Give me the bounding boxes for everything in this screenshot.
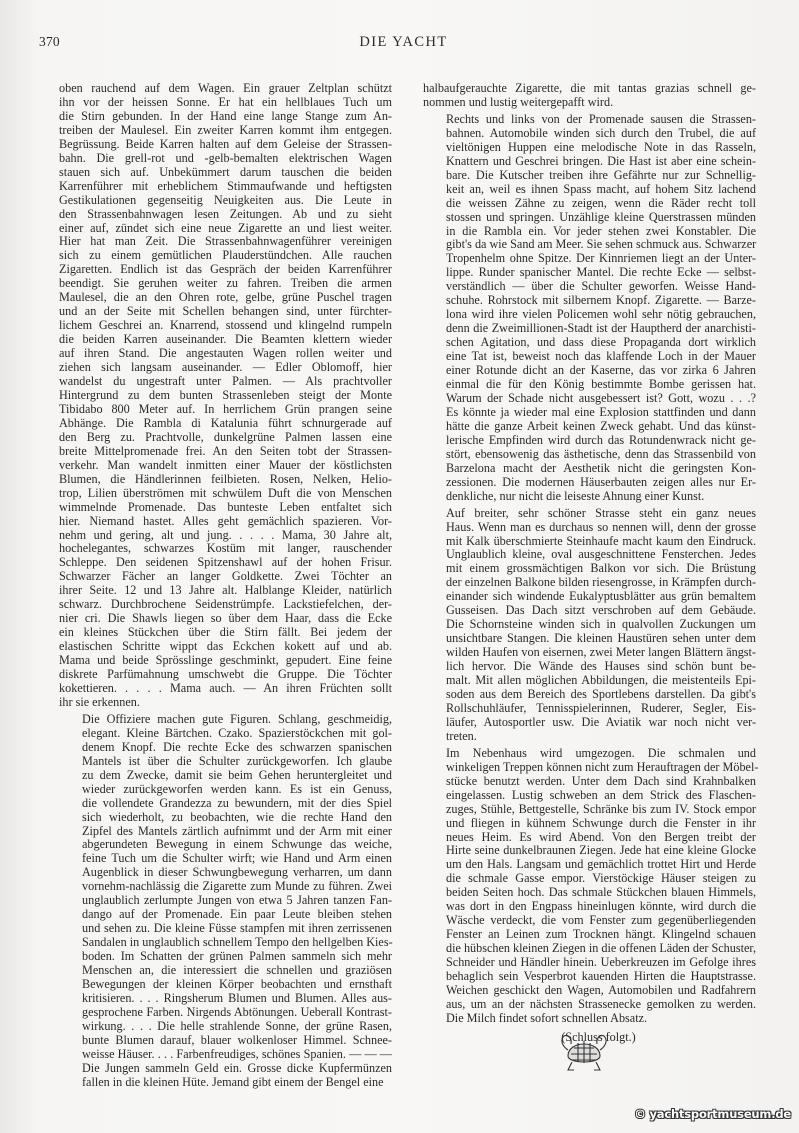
- text-line: weisse Häuser. . . . Farbenfreudiges, schönes Spanien. — — —: [82, 1046, 392, 1061]
- text-line: Abhänge. Die Rambla di Katalunia führt schnurgerade auf: [59, 415, 392, 430]
- text-line: wirkung. . . . Die helle strahlende Sonne, der grüne Rasen,: [82, 1018, 392, 1033]
- journal-title: DIE YACHT: [359, 34, 448, 50]
- text-line: ein kleines Stückchen über die Stirn fällt. Bei jedem der: [59, 625, 392, 640]
- text-line: bahnen. Automobile winden sich durch den Trubel, die auf: [446, 125, 756, 140]
- text-line: Die Schornsteine winden sich in qualvollen Zuckungen um: [446, 617, 756, 632]
- text-line: zessionen. Die modernen Häuserbauten zeigen alles nur Er-: [446, 474, 756, 489]
- text-line: verkehr. Man wandelt inmitten einer Mauer der köstlichsten: [59, 457, 392, 472]
- paragraph: [59, 713, 392, 1090]
- text-line: schuhe. Rohrstock mit silbernem Knopf. Zigarette. — Barze-: [446, 293, 756, 308]
- text-line: Haus. Wenn man es durchaus so nennen will, denn der grosse: [446, 519, 756, 534]
- text-line: unglaublich zerlumpte Jungen von etwa 5 Jahren tanzen Fan-: [82, 893, 392, 908]
- text-line: lich hervor. Die Wände des Hauses sind schön bunt be-: [446, 659, 756, 674]
- text-line: Hintergrund zu dem bunten Strassenleben steigt der Monte: [59, 387, 392, 402]
- paragraph: [423, 745, 759, 1026]
- text-line: Augenblick in dieser Schwungbewegung verharren, um dann: [82, 865, 392, 880]
- text-line: Knattern und Geschrei bringen. Die Hast ist aber eine schein-: [446, 153, 756, 168]
- text-line: Mama und beide Sprösslinge geschminkt, gepudert. Eine feine: [59, 653, 392, 668]
- text-line: Blumen, die Händlerinnen feilbieten. Rosen, Nelken, Helio-: [59, 471, 392, 486]
- text-line: läufer, Autosportler usw. Die Aviatik war noch nicht ver-: [446, 714, 756, 729]
- text-line: Auf breiter, sehr schöner Strasse steht ein ganz neues: [446, 505, 756, 520]
- text-line: winkeligen Treppen können nicht zum Herauftragen der Möbel-: [446, 759, 759, 774]
- text-line: stört, ebensowenig das ästhetische, denn das Strassenbild von: [446, 446, 756, 461]
- text-line: Zigaretten. Endlich ist das Gespräch der beiden Karrenführer: [59, 262, 392, 277]
- text-line: denem Knopf. Die rechte Ecke des schwarzen spanischen: [82, 739, 392, 754]
- text-line: soden aus dem Bereich des Sportlebens darstellen. Da gibt's: [446, 686, 756, 701]
- text-line: eine Tat ist, beweist noch das klaffende Loch in der Mauer: [446, 349, 756, 364]
- text-line: lippe. Runder spanischer Mantel. Die rechte Ecke — selbst-: [446, 265, 756, 280]
- text-line: Weichen geschickt den Wagen, Automobilen und Radfahrern: [446, 983, 756, 997]
- left-column: [59, 82, 392, 1090]
- text-line: treiben der Maulesel. Ein zweiter Karren kommt ihm entgegen.: [59, 122, 392, 137]
- text-line: ziehen sich langsam auseinander. — Edler Oblomoff, hier: [59, 360, 392, 375]
- text-line: schwarz. Durchbrochene Seidenstrümpfe. Lackstiefelchen, der-: [59, 597, 392, 612]
- text-line: kokettieren. . . . . Mama auch. — An ihren Früchten sollt: [59, 680, 392, 695]
- text-line: die hübschen kleinen Ziegen in die offenen Läden der Schuster,: [446, 941, 756, 956]
- text-line: bunte Blumen darauf, blauer wolkenloser Himmel. Schnee-: [82, 1032, 392, 1047]
- text-line: zuges, Stühle, Bettgestelle, Schränke bis zum IV. Stock empor: [446, 801, 756, 816]
- text-line: unsichtbare Stangen. Die kleinen Haustüren sehen unter dem: [446, 631, 756, 646]
- text-line: abgerundeten Bewegung in einem Schwunge das weiche,: [82, 837, 392, 852]
- text-line: Hier hat man Zeit. Die Strassenbahnwagenführer vereinigen: [59, 234, 392, 249]
- text-line: einander sich windende Eukalyptusblätter aus grün bemaltem: [446, 589, 756, 604]
- text-line: einer Rotunde dicht an der Kaserne, das vor zirka 6 Jahren: [446, 363, 756, 378]
- text-line: eingelassen. Lustig schweben an dem Strick des Flaschen-: [446, 787, 756, 802]
- text-line: kritisieren. . . . Ringsherum Blumen und Blumen. Alles aus-: [82, 990, 392, 1005]
- text-line: keit an, weil es ihnen Spass macht, auf hohem Sitz lachend: [446, 181, 756, 196]
- text-line: aus, um an der nächsten Strassenecke gemolken zu werden.: [446, 996, 756, 1011]
- text-line: Unglaublich kleine, oval ausgeschnittene Fensterchen. Jedes: [446, 547, 756, 562]
- text-line: Karrenführer mit erheblichem Stimmaufwande und heftigsten: [59, 178, 392, 193]
- text-line: zu dem Zwecke, damit sie beim Gehen heruntergleitet und: [82, 767, 392, 782]
- text-line: diskrete Parfümahnung umschwebt die Gruppe. Die Töchter: [59, 667, 392, 682]
- text-line: treten.: [446, 728, 477, 743]
- paragraph: [423, 507, 756, 744]
- text-line: Maulesel, die an den Ohren rote, gelbe, grüne Puschel tragen: [59, 290, 392, 305]
- text-line: Zipfel des Mantels zärtlich aufnimmt und der Arm mit einer: [82, 823, 392, 838]
- text-line: verständlich — über die Schulter geworfen. Weisse Hand-: [446, 279, 756, 294]
- text-line: auf ihren Stand. Die angestauten Wagen rollen weiter und: [59, 346, 392, 361]
- text-line: breite Mittelpromenade frei. An den Seiten tobt der Strassen-: [59, 443, 392, 458]
- to-be-continued-note: (Schluss folgt.): [561, 1029, 636, 1044]
- page-header: [0, 34, 799, 54]
- text-line: denkliche, nur nicht die leiseste Ahnung einer Kunst.: [446, 488, 705, 503]
- text-line: ihn vor der heissen Sonne. Er hat ein hellblaues Tuch um: [59, 94, 392, 109]
- text-line: gibt's da wie Sand am Meer. Sie sehen schmuck aus. Schwarzer: [446, 237, 757, 252]
- right-column: [423, 81, 759, 1045]
- text-line: in die Rambla ein. Vor jeder stehen zwei Konstabler. Die: [446, 223, 756, 238]
- text-line: und fliegen in kühnem Schwunge durch die Fenster in ihr: [446, 815, 756, 830]
- text-line: wieder zurückgeworfen werden kann. Es ist ein Genuss,: [82, 781, 392, 796]
- text-line: ihr sie erkennen.: [59, 694, 140, 709]
- text-line: Im Nebenhaus wird umgezogen. Die schmalen und: [446, 745, 756, 760]
- text-line: vornehm-nachlässig die Zigarette zum Munde zu führen. Zwei: [82, 879, 392, 894]
- text-line: lona wird ihre vielen Policemen wohl sehr nötig gebrauchen,: [446, 307, 756, 322]
- text-line: lerische Empfinden wird durch das Rotundenwrack nicht ge-: [446, 432, 756, 447]
- text-line: neues Heim. Es wird Abend. Von den Bergen treibt der: [446, 829, 756, 844]
- text-line: stauen sich auf. Unbekümmert darum tauschen die beiden: [59, 164, 392, 179]
- text-line: stücke benutzt werden. Unter dem Dach sind Krahnbalken: [446, 773, 756, 788]
- text-line: elastischen Schritte wippt das Eckchen kokett auf und ab.: [59, 639, 392, 654]
- text-line: den Berg zu. Prachtvolle, dunkelgrüne Palmen lassen eine: [59, 429, 392, 444]
- text-line: bare. Die Kutscher treiben ihre Gefährte nur zur Schnellig-: [446, 167, 756, 182]
- text-line: boden. Im Schatten der grünen Palmen sammeln sich mehr: [82, 949, 392, 964]
- text-line: die Stirn gebunden. In der Hand eine lange Stange zum An-: [59, 108, 392, 123]
- text-line: lichem Geschrei an. Knarrend, stossend und klingelnd rumpeln: [59, 318, 392, 333]
- text-line: Mantels ist über die Schulter zurückgeworfen. Ich glaube: [82, 753, 392, 768]
- text-line: mit einem grossmächtigen Balkon vor sich. Die Brüstung: [446, 561, 756, 576]
- text-line: Begrüssung. Beide Karren halten auf dem Geleise der Strassen-: [59, 136, 392, 151]
- text-line: bahn. Die grell-rot und -gelb-bemalten elektrischen Wagen: [59, 150, 392, 165]
- text-line: Rollschuhläufer, Tennisspielerinnen, Ruderer, Segler, Eis-: [446, 700, 756, 715]
- text-line: wimmelnde Promenade. Das bunteste Leben entfaltet sich: [59, 499, 392, 514]
- text-line: und an der Seite mit Schellen behangen sind, unter fürchter-: [59, 304, 392, 319]
- text-line: Die Jungen sammeln Geld ein. Grosse dicke Kupfermünzen: [82, 1060, 392, 1075]
- text-line: Gestikulationen gegenseitig Neuigkeiten aus. Die Leute in: [59, 192, 392, 207]
- text-line: Schneider und Händler hinein. Ueberkreuzen im Gefolge ihres: [446, 955, 756, 970]
- text-line: Rechts und links von der Promenade sausen die Strassen-: [446, 111, 756, 126]
- text-line: fallen in die kleinen Hüte. Jemand gibt einem der Bengel eine: [82, 1074, 384, 1089]
- page-number: 370: [39, 34, 60, 49]
- text-line: mit Kalk überschmierte Steinhaufe macht kaum den Eindruck.: [446, 533, 756, 548]
- text-line: Schwarzer Fächer an langer Goldkette. Zwei Töchter an: [59, 569, 392, 584]
- text-line: Warum der Schade nicht ausgebessert ist? Gott, wozu . . .?: [446, 390, 756, 405]
- text-line: die beiden Karren auseinander. Die Beamten klettern wieder: [59, 332, 392, 347]
- text-line: Bewegungen der kleinen Körper beobachten und ernsthaft: [82, 977, 392, 991]
- text-line: hochelegantes, schwarzes Kostüm mit langer, rauschender: [59, 541, 392, 556]
- text-line: dango auf der Promenade. Ein paar Leute bleiben stehen: [82, 907, 392, 922]
- text-line: elegant. Kleine Bärtchen. Czako. Spazierstöckchen mit gol-: [82, 725, 392, 740]
- text-line: Es könnte ja wieder mal eine Explosion stattfinden und dann: [446, 404, 756, 419]
- text-line: gesprochene Farben. Nirgends Abtönungen. Ueberall Kontrast-: [82, 1004, 392, 1019]
- text-line: malt. Mit allen möglichen Abbildungen, die meistenteils Epi-: [446, 673, 756, 688]
- text-line: nehm und gering, alt und jung. . . . . Mama, 30 Jahre alt,: [59, 527, 392, 542]
- text-line: Schleppe. Den seidenen Spitzenshawl auf der hohen Frisur.: [59, 555, 392, 570]
- text-line: einmal die für den König bestimmte Bombe gerissen hat.: [446, 377, 756, 392]
- paragraph: [423, 113, 756, 504]
- text-line: nier cri. Die Shawls liegen so über dem Haar, dass die Ecke: [59, 611, 392, 626]
- text-line: stossen und springen. Unzählige kleine Querstrassen münden: [446, 209, 756, 224]
- text-line: hier. Niemand hastet. Alles geht gemächlich spazieren. Vor-: [59, 513, 392, 528]
- text-line: wandelst du ungestraft unter Palmen. — Als prachtvoller: [59, 374, 392, 389]
- text-line: feine Tuch um die Schulter wirft; wie Hand und Arm einen: [82, 851, 392, 866]
- text-line: oben rauchend auf dem Wagen. Ein grauer Zeltplan schützt: [59, 81, 392, 95]
- paragraph: [59, 82, 392, 710]
- text-line: Hirte seine dunkelbraunen Ziegen. Jede hat eine kleine Glocke: [446, 843, 756, 858]
- text-line: Barzelona macht der Aesthetik nicht die geringsten Kon-: [446, 460, 756, 475]
- text-line: um den Hals. Langsam und gemächlich trottet Hirt und Herde: [446, 857, 756, 872]
- text-line: Die Offiziere machen gute Figuren. Schlang, geschmeidig,: [82, 711, 392, 726]
- text-line: trop, Lilien überströmen mit schwülem Duft die von Menschen: [59, 485, 392, 500]
- text-line: schen Agitation, und dass diese Propaganda dort wirklich: [446, 335, 756, 350]
- paragraph: [423, 82, 756, 110]
- turtle-vignette-icon: [554, 1026, 614, 1076]
- text-line: Die Milch findet sofort schnellen Absatz.: [446, 1010, 648, 1025]
- text-line: Gusseisen. Das Dach sitzt verschroben auf dem Gebäude.: [446, 603, 756, 618]
- text-line: ihrer Seite. 12 und 13 Jahre alt. Halblange Kleider, natürlich: [59, 583, 392, 598]
- text-line: sich wiederholt, zu beobachten, wie die rechte Hand den: [82, 809, 392, 824]
- text-line: Wäsche verdeckt, die vom Fenster zum gegenüberliegenden: [446, 913, 756, 928]
- text-line: die vollendete Grandezza zu bewundern, mit der dies Spiel: [82, 795, 392, 810]
- text-line: Tropenhelm ohne Spitze. Der Kinnriemen liegt an der Unter-: [446, 251, 756, 266]
- text-line: was dort in den Engpass hineinlugen könnte, wird durch die: [446, 899, 756, 914]
- text-line: und sehen zu. Die kleine Füsse stampfen mit ihren zerrissenen: [82, 921, 392, 936]
- text-line: wilden Haufen von eisernen, zwei Meter langen Blättern ängst-: [446, 645, 756, 660]
- text-line: einer auf, zündet sich eine neue Zigarette an und liest weiter.: [59, 220, 392, 235]
- text-line: die schmale Gasse empor. Vierstöckige Häuser steigen zu: [446, 871, 756, 886]
- text-line: Tibidabo 800 Meter auf. In herrlichem Grün prangen seine: [59, 401, 392, 416]
- text-line: vieltönigen Huppen eine melodische Note in das Rasseln,: [446, 139, 756, 154]
- text-line: die weissen Zähne zu zeigen, wenn die Räder recht toll: [446, 195, 756, 210]
- text-line: Menschen an, die interessiert die schnellen und graziösen: [82, 963, 392, 978]
- copyright-watermark: © yachtsportmuseum.de: [634, 1107, 791, 1121]
- text-line: denn die Zweimillionen-Stadt ist der Hauptherd der anarchisti-: [446, 321, 756, 336]
- text-line: den Strassenbahnwagen lesen Zeitungen. Ab und zu sieht: [59, 206, 392, 221]
- text-line: nommen und lustig weitergepafft wird.: [423, 94, 614, 109]
- text-line: Sandalen in unglaublich schnellem Tempo den hellgelben Kies-: [82, 935, 393, 950]
- text-line: Fenster an Leinen zum Trocknen hängt. Klingelnd schauen: [446, 927, 756, 942]
- text-line: behaglich sein Vesperbrot kauenden Hirten die Hauptstrasse.: [446, 969, 756, 984]
- text-line: halbaufgerauchte Zigarette, die mit tantas grazias schnell ge-: [423, 81, 756, 95]
- text-line: sich zu einem gemütlichen Plauderstündchen. Alle rauchen: [59, 248, 392, 263]
- text-line: beendigt. Sie geruhen weiter zu fahren. Treiben die armen: [59, 276, 392, 291]
- text-line: hätte die ganze Arbeit keinen Zweck gehabt. Und das künst-: [446, 418, 756, 433]
- text-line: der einzelnen Balkone bilden riesengrosse, in Krämpfen durch-: [446, 575, 756, 590]
- text-line: beiden Seiten hoch. Das schmale Stückchen blauen Himmels,: [446, 885, 756, 900]
